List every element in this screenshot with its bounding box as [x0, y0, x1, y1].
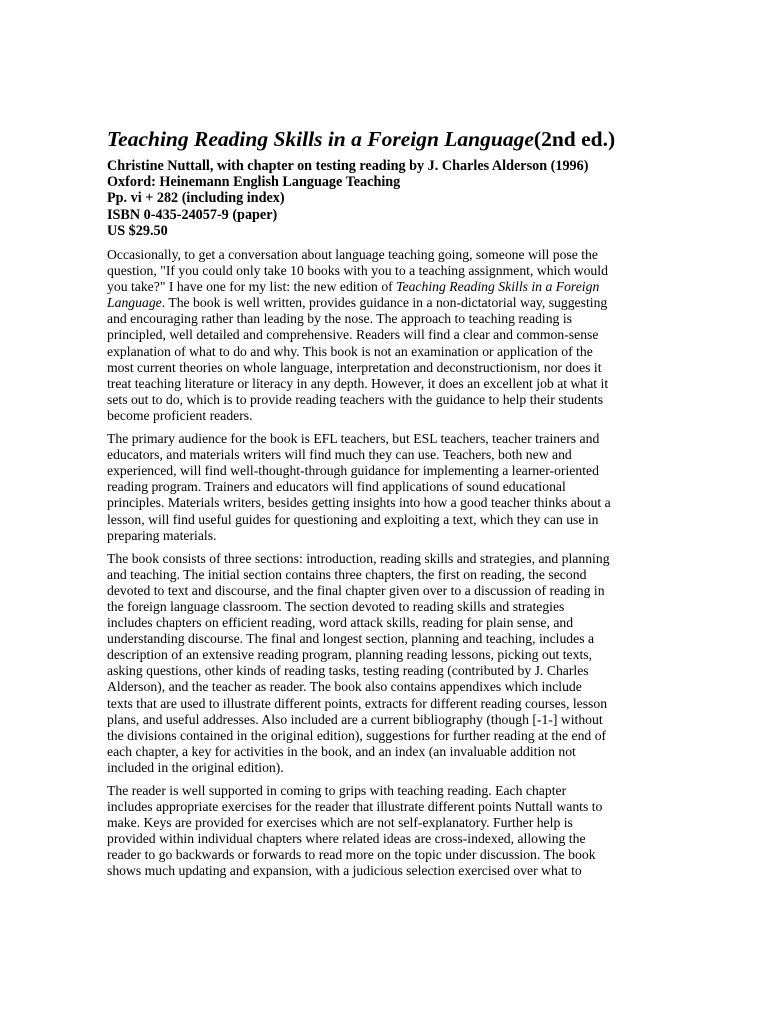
text-line: make. Keys are provided for exercises which are not self-explanatory. Further help is [107, 815, 573, 831]
paragraph-2 [107, 431, 663, 544]
text-line: includes chapters on efficient reading, word attack skills, reading for plain sense, and [107, 615, 574, 631]
text-line: lesson, will find useful guides for questioning and exploiting a text, which they can use in [107, 511, 599, 527]
text-line: includes appropriate exercises for the reader that illustrate different points Nuttall wants to [107, 799, 603, 815]
text-line: understanding discourse. The final and longest section, planning and teaching, includes a [107, 631, 595, 647]
text-line: the divisions contained in the original edition), suggestions for further reading at the end of [107, 727, 607, 743]
text-line: The book consists of three sections: introduction, reading skills and strategies, and planning [107, 550, 610, 566]
text-line: The reader is well supported in coming to grips with teaching reading. Each chapter [107, 783, 567, 799]
book-title-inline: Language [107, 295, 162, 311]
paragraph-3 [107, 551, 663, 776]
price-line: US $29.50 [107, 222, 168, 239]
author-line: Christine Nuttall, with chapter on testing reading by J. Charles Alderson (1996) [107, 158, 589, 174]
text-run: . The book is well written, provides guidance in a non-dictatorial way, suggesting [161, 295, 608, 311]
text-line: question, "If you could only take 10 books with you to a teaching assignment, which would [107, 263, 608, 279]
book-title-text: Teaching Reading Skills in a Foreign Language [107, 127, 534, 151]
publisher-line: Oxford: Heinemann English Language Teaching [107, 174, 401, 191]
text-line: reading program. Trainers and educators will find applications of sound educational [107, 479, 566, 495]
text-line: the foreign language classroom. The section devoted to reading skills and strategies [107, 598, 565, 614]
text-line: most current theories on whole language, interpretation and deconstructionism, nor does it [107, 359, 602, 375]
text-line: asking questions, other kinds of reading tasks, testing reading (contributed by J. Charles [107, 663, 589, 679]
text-line: Alderson), and the teacher as reader. The book also contains appendixes which include [107, 679, 582, 695]
text-line: shows much updating and expansion, with a judicious selection exercised over what to [107, 863, 582, 879]
edition-text: (2nd ed.) [533, 127, 616, 151]
text-line: sets out to do, which is to provide reading teachers with the guidance to help their students [107, 391, 604, 407]
bibliographic-details [107, 158, 663, 239]
paragraph-4 [107, 783, 663, 880]
text-line: become proficient readers. [107, 407, 253, 423]
text-line: educators, and materials writers will find much they can use. Teachers, both new and [107, 447, 572, 463]
pages-line: Pp. vi + 282 (including index) [107, 190, 285, 207]
text-run: you take?" I have one for my list: the new edition of [107, 279, 397, 295]
text-line: provided within individual chapters where related ideas are cross-indexed, allowing the [107, 831, 586, 847]
text-line: texts that are used to illustrate different points, extracts for different reading courses, lesson [107, 695, 608, 711]
text-line: description of an extensive reading program, planning reading lessons, picking out texts, [107, 647, 593, 663]
text-line: reader to go backwards or forwards to read more on the topic under discussion. The book [107, 847, 596, 863]
book-title [107, 124, 663, 154]
text-line: each chapter, a key for activities in the book, and an index (an invaluable addition not [107, 743, 576, 759]
text-line: devoted to text and discourse, and the final chapter given over to a discussion of reading in [107, 582, 605, 598]
text-line: Occasionally, to get a conversation about language teaching going, someone will pose the [107, 247, 598, 263]
text-line: principles. Materials writers, besides getting insights into how a good teacher thinks about a [107, 495, 611, 511]
text-line [107, 295, 663, 311]
text-line: principled, well detailed and comprehensive. Readers will find a clear and common-sense [107, 327, 599, 343]
paragraph-1 [107, 247, 663, 424]
text-line: treat teaching literature or literacy in any depth. However, it does an excellent job at what it [107, 375, 609, 391]
text-line: preparing materials. [107, 527, 217, 543]
text-line: The primary audience for the book is EFL teachers, but ESL teachers, teacher trainers and [107, 431, 600, 447]
text-line: plans, and useful addresses. Also included are a current bibliography (though [-1-] without [107, 711, 603, 727]
text-line: explanation of what to do and why. This book is not an examination or application of the [107, 343, 593, 359]
review-page [107, 124, 663, 880]
isbn-line: ISBN 0-435-24057-9 (paper) [107, 206, 278, 223]
book-title-inline: Teaching Reading Skills in a Foreign [396, 279, 600, 295]
text-line [107, 279, 663, 295]
text-line: and encouraging rather than leading by the nose. The approach to teaching reading is [107, 311, 572, 327]
text-line: and teaching. The initial section contains three chapters, the first on reading, the second [107, 566, 587, 582]
text-line: included in the original edition). [107, 759, 284, 775]
text-line: experienced, will find well-thought-through guidance for implementing a learner-oriented [107, 463, 599, 479]
